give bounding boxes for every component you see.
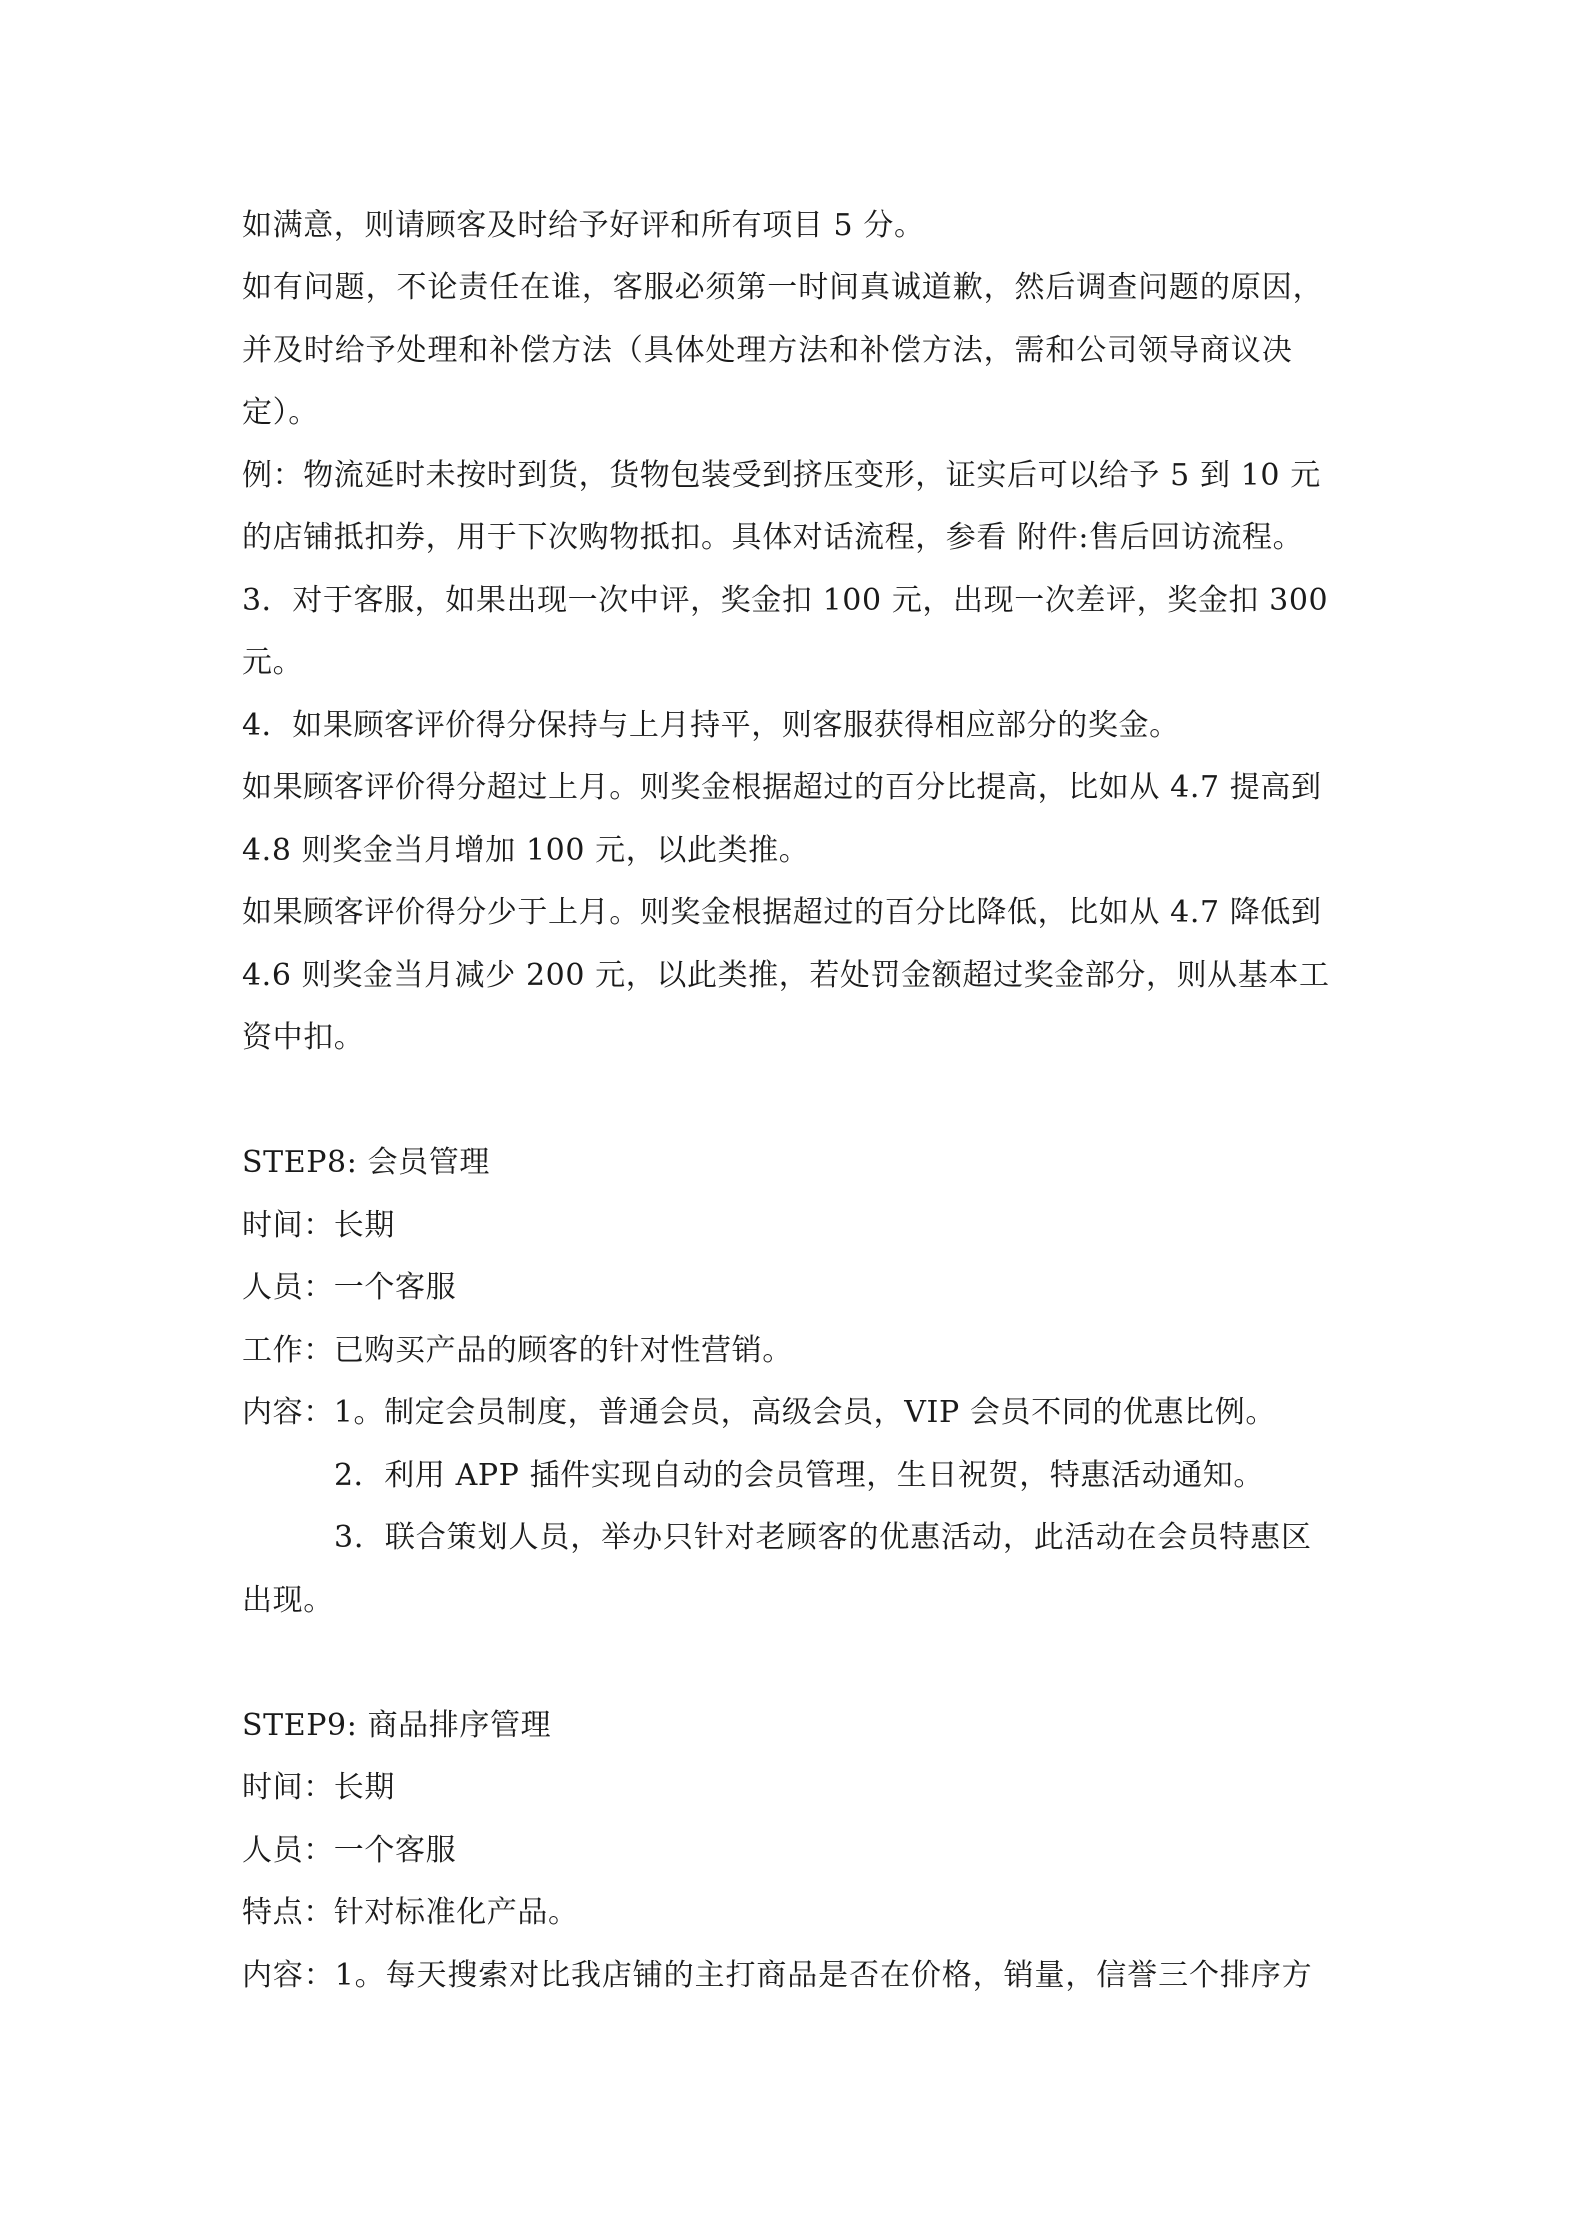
paragraph-line: 资中扣。 bbox=[242, 1020, 365, 1055]
paragraph-line: 元。 bbox=[242, 645, 304, 680]
paragraph-line: 例：物流延时未按时到货，货物包装受到挤压变形，证实后可以给予 5 到 10 元 bbox=[242, 458, 1321, 493]
paragraph-line: 4．如果顾客评价得分保持与上月持平，则客服获得相应部分的奖金。 bbox=[242, 708, 1180, 743]
list-item: 内容：1。制定会员制度，普通会员，高级会员，VIP 会员不同的优惠比例。 bbox=[242, 1395, 1276, 1430]
paragraph-line: 如果顾客评价得分超过上月。则奖金根据超过的百分比提高，比如从 4.7 提高到 bbox=[242, 770, 1322, 805]
paragraph-line: 的店铺抵扣券，用于下次购物抵扣。具体对话流程，参看 附件:售后回访流程。 bbox=[242, 520, 1304, 555]
section-heading-step9: STEP9: 商品排序管理 bbox=[242, 1708, 552, 1743]
section-heading-step8: STEP8: 会员管理 bbox=[242, 1145, 490, 1180]
paragraph-line: 出现。 bbox=[242, 1583, 334, 1618]
field-line: 人员：一个客服 bbox=[242, 1833, 457, 1868]
paragraph-line: 定）。 bbox=[242, 395, 319, 430]
paragraph-line: 4.8 则奖金当月增加 100 元，以此类推。 bbox=[242, 833, 810, 868]
paragraph-line: 如有问题，不论责任在谁，客服必须第一时间真诚道歉，然后调查问题的原因， bbox=[242, 270, 1324, 305]
field-line: 特点：针对标准化产品。 bbox=[242, 1895, 579, 1930]
paragraph-line: 4.6 则奖金当月减少 200 元，以此类推，若处罚金额超过奖金部分，则从基本工 bbox=[242, 958, 1330, 993]
list-item: 3．联合策划人员，举办只针对老顾客的优惠活动，此活动在会员特惠区 bbox=[334, 1520, 1312, 1555]
paragraph-line: 3．对于客服，如果出现一次中评，奖金扣 100 元，出现一次差评，奖金扣 300 bbox=[242, 583, 1329, 618]
list-item: 内容：1。每天搜索对比我店铺的主打商品是否在价格，销量，信誉三个排序方 bbox=[242, 1958, 1313, 1993]
field-line: 时间：长期 bbox=[242, 1770, 395, 1805]
field-line: 时间：长期 bbox=[242, 1208, 395, 1243]
field-line: 人员：一个客服 bbox=[242, 1270, 457, 1305]
list-item: 2．利用 APP 插件实现自动的会员管理，生日祝贺，特惠活动通知。 bbox=[334, 1458, 1264, 1493]
paragraph-line: 如果顾客评价得分少于上月。则奖金根据超过的百分比降低，比如从 4.7 降低到 bbox=[242, 895, 1322, 930]
field-line: 工作：已购买产品的顾客的针对性营销。 bbox=[242, 1333, 793, 1368]
paragraph-line: 并及时给予处理和补偿方法（具体处理方法和补偿方法，需和公司领导商议决 bbox=[242, 333, 1293, 368]
paragraph-line: 如满意，则请顾客及时给予好评和所有项目 5 分。 bbox=[242, 208, 925, 243]
